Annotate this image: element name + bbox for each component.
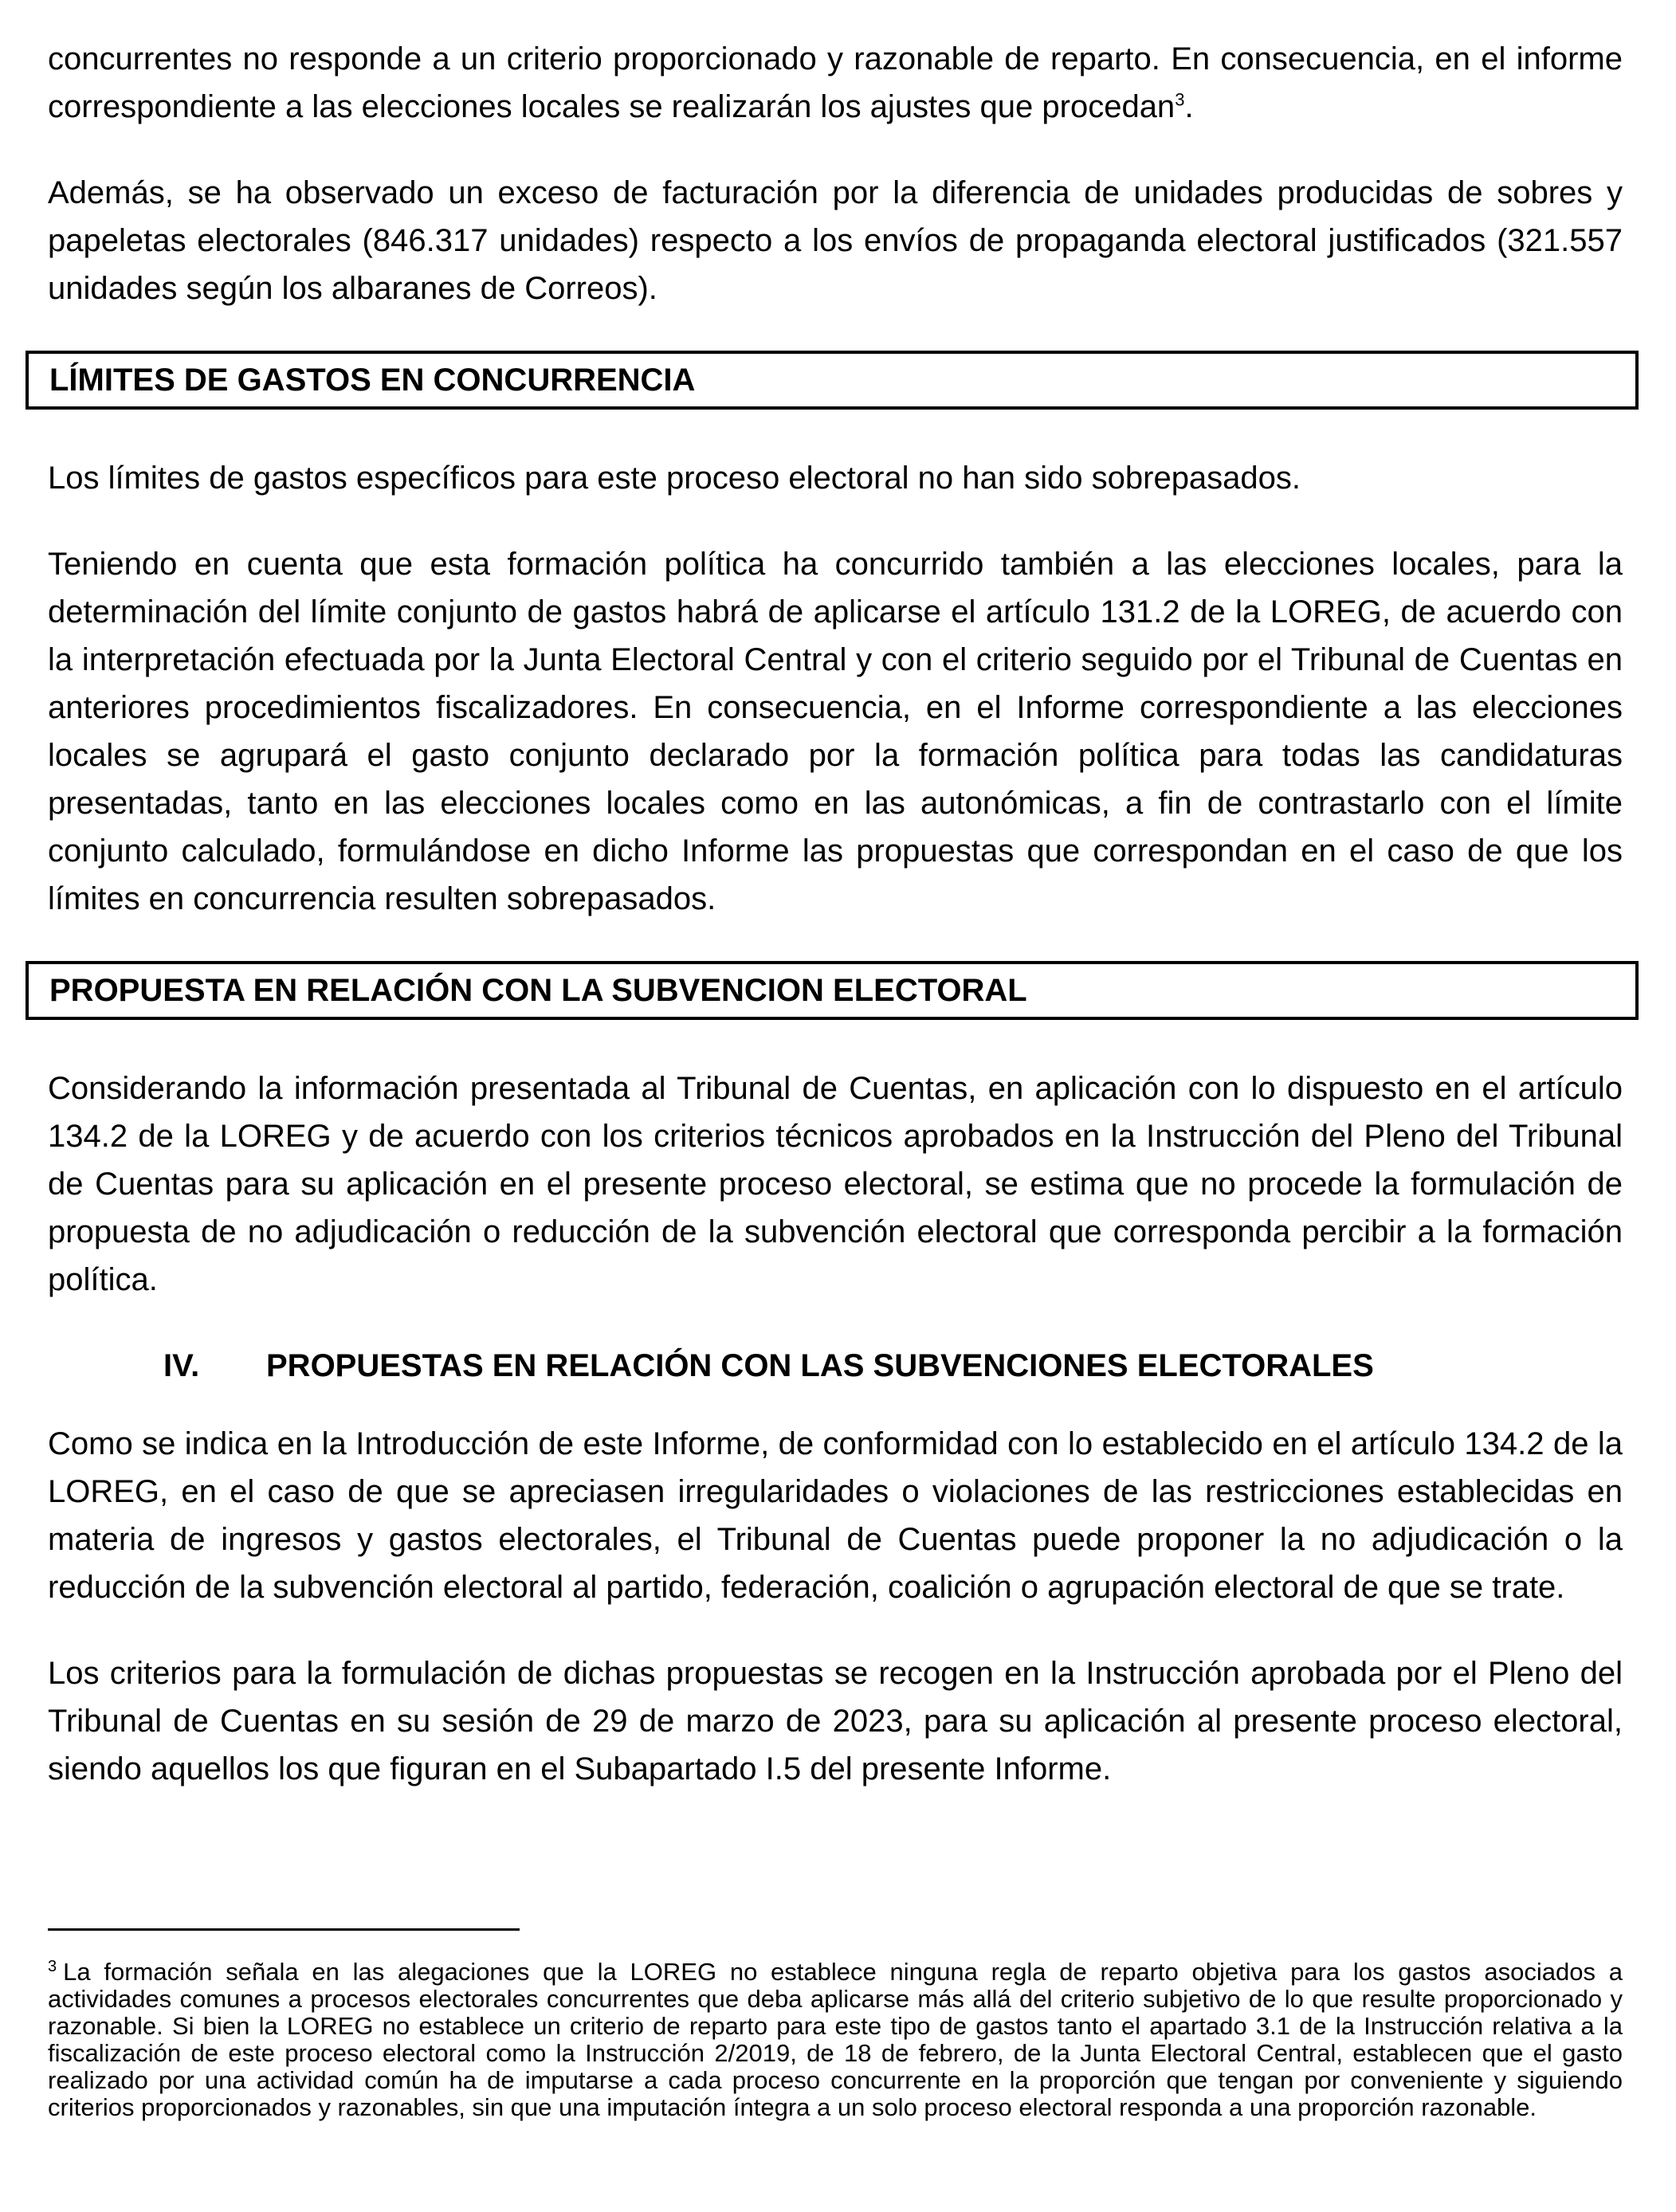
footnote-reference-3[interactable]: 3 xyxy=(1175,89,1185,110)
paragraph-limites-no-sobrepasados: Los límites de gastos específicos para este proceso electoral no han sido sobrepasados. xyxy=(48,461,1301,496)
section-heading-iv xyxy=(48,1342,1623,1390)
footnote-separator xyxy=(48,1928,520,1931)
paragraph-ajustes xyxy=(48,35,1623,131)
footnote-mark: 3 xyxy=(48,1957,57,1975)
paragraph-ajustes-text: concurrentes no responde a un criterio proporcionado y razonable de reparto. En consecuencia, en el informe correspondiente a las elecciones locales se realizarán los ajustes que procedan xyxy=(48,41,1623,124)
paragraph-limite-conjunto: Teniendo en cuenta que esta formación política ha concurrido también a las elecciones locales, para la determinación del límite conjunto de gastos habrá de aplicarse el artículo 131.2 de la LOREG, de acuerdo con la interpretación efectuada por la Junta Electoral Central y con el criterio seguido por el Tribunal de Cuentas en anteriores procedimientos fiscalizadores. En consecuencia, en el Informe correspondiente a las elecciones locales se agrupará el gasto conjunto declarado por la formación política para todas las candidaturas presentadas, tanto en las elecciones locales como en las autonómicas, a fin de contrastarlo con el límite conjunto calculado, formulándose en dicho Informe las propuestas que correspondan en el caso de que los límites en concurrencia resulten sobrepasados. xyxy=(48,547,1623,916)
paragraph-ajustes-end: . xyxy=(1184,89,1194,124)
footnote-text: La formación señala en las alegaciones que la LOREG no establece ninguna regla de reparto objetiva para los gastos asociados a actividades comunes a procesos electorales concurrentes que deba aplicarse más allá del criterio subjetivo de lo que resulte proporcionado y razonable. Si bien la LOREG no establece un criterio de reparto para este tipo de gastos tanto el apartado 3.1 de la Instrucción relativa a la fiscalización de este proceso electoral como la Instrucción 2/2019, de 18 de febrero, de la Junta Electoral Central, establecen que el gasto realizado por una actividad común ha de imputarse a cada proceso concurrente en la proporción que tengan por conveniente y siguiendo criterios proporcionados y razonables, sin que una imputación íntegra a un solo proceso electoral responda a una proporción razonable. xyxy=(48,1958,1623,2121)
document-body xyxy=(48,35,1623,1831)
paragraph-introduccion: Como se indica en la Introducción de este Informe, de conformidad con lo establecido en el artículo 134.2 de la LOREG, en el caso de que se apreciasen irregularidades o violaciones de las restricciones establecidas en materia de ingresos y gastos electorales, el Tribunal de Cuentas puede proponer la no adjudicación o la reducción de la subvención electoral al partido, federación, coalición o agrupación electoral de que se trate. xyxy=(48,1426,1623,1605)
heading-propuesta-subvencion: PROPUESTA EN RELACIÓN CON LA SUBVENCION ELECTORAL xyxy=(26,961,1639,1020)
paragraph-exceso-facturacion: Además, se ha observado un exceso de facturación por la diferencia de unidades producidas de sobres y papeletas electorales (846.317 unidades) respecto a los envíos de propaganda electoral justificados (321.557 unidades según los albaranes de Correos). xyxy=(48,175,1623,306)
paragraph-criterios: Los criterios para la formulación de dichas propuestas se recogen en la Instrucción aprobada por el Pleno del Tribunal de Cuentas en su sesión de 29 de marzo de 2023, para su aplicación al presente proceso electoral, siendo aquellos los que figuran en el Subapartado I.5 del presente Informe. xyxy=(48,1656,1623,1786)
heading-limites-gastos: LÍMITES DE GASTOS EN CONCURRENCIA xyxy=(26,351,1639,410)
section-title: PROPUESTAS EN RELACIÓN CON LAS SUBVENCIONES ELECTORALES xyxy=(266,1348,1374,1383)
paragraph-considerando: Considerando la información presentada al Tribunal de Cuentas, en aplicación con lo dispuesto en el artículo 134.2 de la LOREG y de acuerdo con los criterios técnicos aprobados en la Instrucción del Pleno del Tribunal de Cuentas para su aplicación en el presente proceso electoral, se estima que no procede la formulación de propuesta de no adjudicación o reducción de la subvención electoral que corresponda percibir a la formación política. xyxy=(48,1071,1623,1297)
footnote-3 xyxy=(48,1959,1623,2121)
section-number: IV. xyxy=(163,1348,200,1383)
